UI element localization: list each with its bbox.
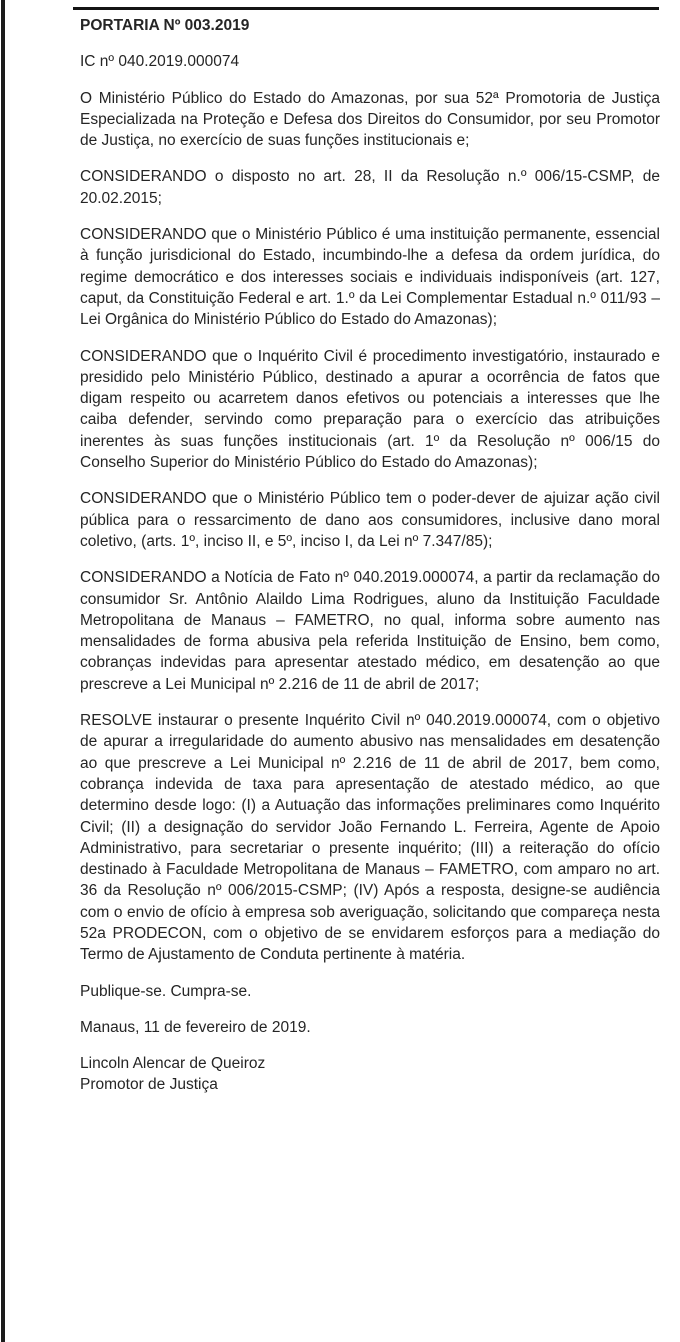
signature-role: Promotor de Justiça [80, 1076, 218, 1094]
paragraph-considerando-2: CONSIDERANDO que o Ministério Público é uma instituição permanente, essencial à função jurisdicional do Estado, incumbindo-lhe a defesa da ordem jurídica, do regime democrático e dos interesses sociais e individuais indisponíveis (art. 127, caput, da Constituição Federal e art. 1.º da Lei Complementar Estadual n.º 011/93 – Lei Orgânica do Ministério Público do Estado do Amazonas); [80, 226, 660, 329]
paragraph-considerando-3: CONSIDERANDO que o Inquérito Civil é procedimento investigatório, instaurado e presidido pelo Ministério Público, destinado a apurar a ocorrência de fatos que digam respeito ou acarretem danos efetivos ou potenciais a interesses que lhe caiba defender, servindo como preparação para o exercício das atribuições inerentes às suas funções institucionais (art. 1º da Resolução nº 006/15 do Conselho Superior do Ministério Público do Estado do Amazonas); [80, 347, 660, 472]
document-title: PORTARIA Nº 003.2019 [80, 17, 250, 34]
document-content [80, 15, 660, 1096]
case-number: IC nº 040.2019.000074 [80, 53, 240, 71]
paragraph-resolve: RESOLVE instaurar o presente Inquérito Civil nº 040.2019.000074, com o objetivo de apurar a irregularidade do aumento abusivo nas mensalidades em desatenção ao que prescreve a Lei Municipal nº 2.216 de 11 de abril de 2017, bem como, cobrança indevida de taxa para apresentação de atestado médico, ao que determino desde logo: (I) a Autuação das informações preliminares como Inquérito Civil; (II) a designação do servidor João Fernando L. Ferreira, Agente de Apoio Administrativo, para secretariar o presente inquérito; (III) a reiteração do ofício destinado à Faculdade Metropolitana de Manaus – FAMETRO, com amparo no art. 36 da Resolução nº 006/2015-CSMP; (IV) Após a resposta, designe-se audiência com o envio de ofício à empresa sob averiguação, solicitando que compareça nesta 52a PRODECON, com o objetivo de se envidarem esforços para a mediação do Termo de Ajustamento de Conduta pertinente à matéria. [80, 712, 660, 964]
paragraph-considerando-1: CONSIDERANDO o disposto no art. 28, II da Resolução n.º 006/15-CSMP, de 20.02.2015; [80, 168, 660, 207]
signature-block [80, 1053, 660, 1096]
paragraph-considerando-4: CONSIDERANDO que o Ministério Público tem o poder-dever de ajuizar ação civil pública para o ressarcimento de dano aos consumidores, inclusive dano moral coletivo, (arts. 1º, inciso II, e 5º, inciso I, da Lei nº 7.347/85); [80, 490, 660, 550]
left-border-bar [1, 0, 5, 1342]
paragraph-considerando-5: CONSIDERANDO a Notícia de Fato nº 040.2019.000074, a partir da reclamação do consumidor Sr. Antônio Alaildo Lima Rodrigues, aluno da Instituição Faculdade Metropolitana de Manaus – FAMETRO, no qual, informa sobre aumento nas mensalidades de forma abusiva pela referida Instituição de Ensino, bem como, cobranças indevidas para apresentar atestado médico, em desatenção ao que prescreve a Lei Municipal nº 2.216 de 11 de abril de 2017; [80, 569, 660, 693]
dateline: Manaus, 11 de fevereiro de 2019. [80, 1018, 311, 1036]
signature-name: Lincoln Alencar de Queiroz [80, 1055, 266, 1073]
top-rule [73, 7, 659, 10]
closing-order: Publique-se. Cumpra-se. [80, 982, 252, 1000]
paragraph-preamble: O Ministério Público do Estado do Amazonas, por sua 52ª Promotoria de Justiça Especializada na Proteção e Defesa dos Direitos do Consumidor, por seu Promotor de Justiça, no exercício de suas funções institucionais e; [80, 89, 660, 150]
